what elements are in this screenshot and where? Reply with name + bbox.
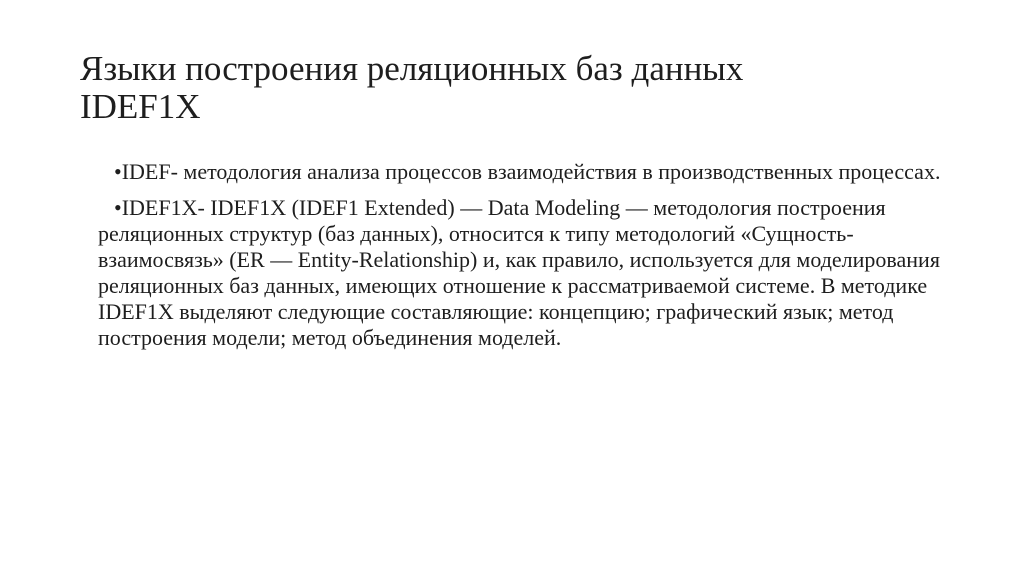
slide-title-line-2: IDEF1X	[80, 87, 201, 126]
bullet-idef	[98, 159, 944, 185]
slide-title-line-1: Языки построения реляционных баз данных	[80, 49, 744, 88]
bullet-dot: •	[114, 159, 122, 184]
bullet-idef1x	[98, 195, 944, 351]
bullet-text: IDEF- методология анализа процессов взаимодействия в производственных процессах.	[121, 159, 941, 184]
bullet-text: IDEF1X- IDEF1X (IDEF1 Extended) — Data Modeling — методология построения реляционных структур (баз данных), относится к типу методологий «Сущность-взаимосвязь» (ER — Entity-Relationship) и, как правило, используется для моделирования реляционных баз данных, имеющих отношение к рассматриваемой системе. В методике IDEF1X выделяют следующие составляющие: концепцию; графический язык; метод построения модели; метод объединения моделей.	[98, 195, 940, 350]
slide-title	[80, 50, 940, 126]
slide-body	[98, 159, 944, 361]
bullet-dot: •	[114, 195, 122, 220]
